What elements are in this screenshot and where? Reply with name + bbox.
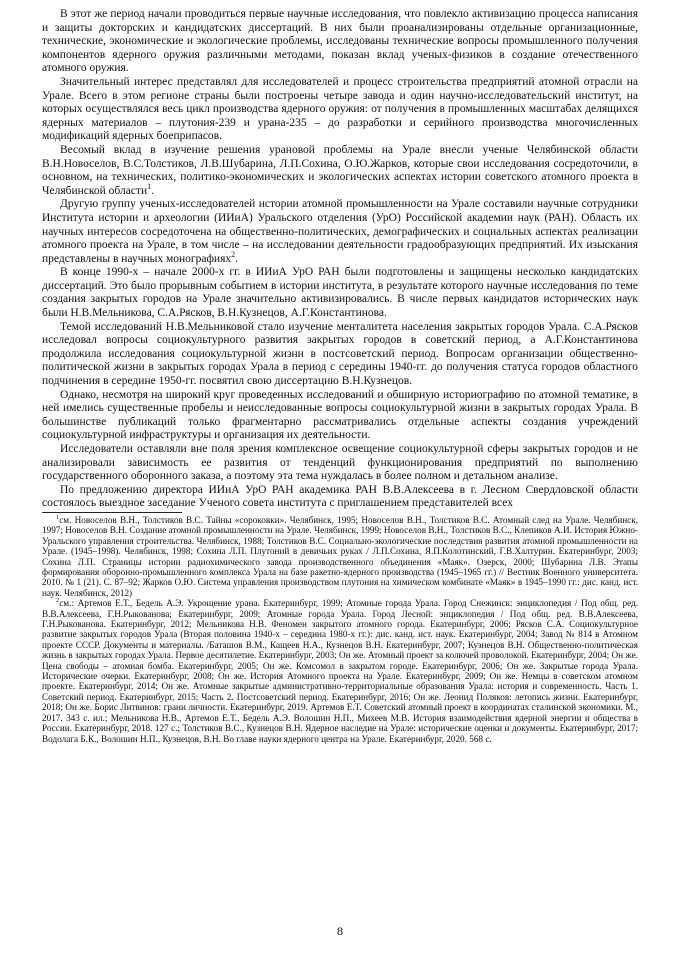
paragraph-6: Темой исследований Н.В.Мельниковой стало изучение менталитета населения закрытых городов Урала. С.А.Рясков исследовал вопросы социокультурного развития закрытых городов в советский период, а А.Г.Константинова продолжила исследования социокультурной жизни в постсоветский период. Вопросам организации общественно-политической жизни в закрытых городах Урала в период с середины 1940-гг. до получения статуса городов областного подчинения в середине 1950-гг. посвятил свою диссертацию В.Н.Кузнецов. (42, 320, 638, 388)
footnote-2-text: см.: Артемов Е.Т., Бедель А.Э. Укрощение урана. Екатеринбург, 1999; Атомные города Урала. Город Снежинск: энциклопедия / Под общ. ред. В.В.Алексеева, Г.Н.Рыковановa; Екатеринбург, 2009; Атомные города Урала. Город Лесной: энциклопедия / Под общ. ред. В.В.Алексеева, Г.Н.Рыкованова. Екатеринбург, 2012; Мельникова Н.В. Феномен закрытого атомного города. Екатеринбург, 2006; Рясков С.А. Социокультурное развитие закрытых городов Урала (Вторая половина 1940-х – середина 1980-х гг.): дис. канд. ист. наук. Екатеринбург, 2004; Завод № 814 в Атомном проекте СССР. Документы и материалы. /Баташов В.М., Кащеев Н.А., Кузнецов В.Н. Екатеринбург, 2007; Кузнецов В.Н. Общественно-политическая жизнь в закрытых городах Урала. Первое десятилетие. Екатеринбург, 2003; Он же. Атомный проект за колючей проволокой. Екатеринбург, 2004; Он же. Цена свободы – атомная бомба. Екатеринбург, 2005; Он же. Комсомол в закрытом городе. Екатеринбург, 2006; Он же. Закрытые города Урала. Исторические очерки. Екатеринбург, 2008; Он же. История Атомного проекта на Урале. Екатеринбург, 2009; Он же. Немцы в советском атомном проекте. Екатеринбург, 2014; Он же. Атомные закрытые административно-территориальные образования Урала: история и современность. Часть 1. Советский период. Екатеринбург, 2015; Часть 2. Постсоветский период. Екатеринбург, 2016; Он же. Леонид Поляков: летопись жизни. Екатеринбург, 2018; Он же. Борис Литвинов: грани личности. Екатеринбург, 2019. Артемов Е.Т. Советский атомный проект в координатах сталинской экономики. М., 2017. 343 с. ил.; Мельникова Н.В., Артемов Е.Т., Бедель А.Э. Волошин Н.П., Михеев М.В. История взаимодействия ядерной энергии и общества в России. Екатеринбург, 2018. 127 с.; Толстиков В.С., Кузнецов В.Н. Ядерное наследие на Урале: исторические оценки и документы. Екатеринбург, 2017; Водолага Б.К., Волошин Н.П., Кузнецов, В.Н. Во главе науки ядерного центра на Урале. Екатеринбург, 2020. 568 с. (42, 598, 638, 744)
footnote-mark-1: 1 (56, 513, 60, 521)
paragraph-1: В этот же период начали проводиться первые научные исследования, что повлекло активизацию процесса написания и защиты докторских и кандидатских диссертаций. В них были проанализированы отдельные организационные, технические, экономические и экологические проблемы, исследованы технические вопросы промышленного получения компонентов ядерного оружия различными методами, показан вклад ученых-физиков в создание отечественного атомного оружия. (42, 8, 638, 75)
paragraph-2: Значительный интерес представлял для исследователей и процесс строительства предприятий атомной отрасли на Урале. Всего в этом регионе страны были построены четыре завода и один научно-исследовательский институт, на которых осуществлялся весь цикл производства ядерного оружия: от получения в промышленных масштабах делящихся ядерных материалов – плутония-239 и урана-235 – до разработки и серийного производства многочисленных модификаций ядерных боеприпасов. (42, 75, 638, 143)
footnote-2 (42, 598, 638, 744)
paragraph-4: Другую группу ученых-исследователей истории атомной промышленности на Урале составили научные сотрудники Института истории и археологии (ИИиА) Уральского отделения (УрО) Российской академии наук (РАН). Область их научных интересов сосредоточена на общественно-политических, демографических и социальных аспектах реализации атомного проекта на Урале, в том числе – на исследовании деятельности градообразующих предприятий. Их изыскания представлены в научных монографиях$^2$. (42, 198, 638, 265)
paragraph-9: По предложению директора ИИиА УрО РАН академика РАН В.В.Алексеева в г. Лесном Свердловской области состоялось выездное заседание Ученого совета института с приглашением представителей всех (42, 483, 638, 510)
footnote-ref-2[interactable]: 2 (231, 249, 236, 259)
footnote-1 (42, 515, 638, 598)
footnote-1-text: см. Новоселов В.Н., Толстиков В.С. Тайны «сороковки». Челябинск, 1995; Новоселов В.Н., Толстиков В.С. Атомный след на Урале. Челябинск, 1997; Новоселов В.Н. Создание атомной промышленности на Урале. Челябинск, 1999; Новоселов В.Н., Толстиков В.С., Клепиков А.И. История Южно-Уральского управления строительства. Челябинск, 1988; Толстиков В.С. Социально-экологические последствия развития атомной промышленности на Урале. (1945–1998). Челябинск, 1998; Сохина Л.П. Плутоний в девичьих руках / Л.П.Сохина, Я.П.Колотинский, Г.В.Халтурин. Екатеринбург, 2003; Сохина Л.П. Страницы истории радиохимического завода производственного объединения «Маяк». Озерск, 2000; Шубарина Л.В. Этапы формирования оборонно-промышленного комплекса Урала на базе ракетно-ядерного производства (1945–1965 гг.) // Вестник Военного университета. 2010. № 1 (21). С. 87–92; Жарков О.Ю. Система управления производством плутония на химическом комбинате «Маяк» в 1945–1990 гг.: дис. канд. ист. наук. Челябинск, 2012) (42, 514, 638, 598)
paragraph-3: Весомый вклад в изучение решения урановой проблемы на Урале внесли ученые Челябинской области В.Н.Новоселов, В.С.Толстиков, Л.В.Шубарина, Л.П.Сохина, О.Ю.Жарков, которые свои исследования сосредоточили, в основном, на технических, политико-экономических и экологических аспектах истории советского атомного проекта в Челябинской области$^1$. (42, 143, 638, 197)
footnotes (42, 515, 638, 744)
paragraph-3-text: Весомый вклад в изучение решения урановой проблемы на Урале внесли ученые Челябинской области В.Н.Новоселов, В.С.Толстиков, Л.В.Шубарина, Л.П.Сохина, О.Ю.Жарков, которые свои исследования сосредоточили, в основном, на технических, политико-экономических и экологических аспектах истории советского атомного проекта в Челябинской области (42, 143, 638, 197)
paragraph-4-text: Другую группу ученых-исследователей истории атомной промышленности на Урале составили научные сотрудники Института истории и археологии (ИИиА) Уральского отделения (УрО) Российской академии наук (РАН). Область их научных интересов сосредоточена на общественно-политических, демографических и социальных аспектах реализации атомного проекта на Урале, в том числе – на исследовании деятельности градообразующих предприятий. Их изыскания представлены в научных монографиях (42, 198, 638, 265)
page-number: 8 (337, 924, 343, 938)
main-text (42, 8, 638, 511)
paragraph-8: Исследователи оставляли вне поля зрения комплексное освещение социокультурной сферы закрытых городов и не анализировали зависимость ее развития от тенденций функционирования предприятий по выполнению государственного оборонного заказа, а поэтому эта тема нуждалась в более полном и детальном анализе. (42, 443, 638, 483)
footnote-mark-2: 2 (56, 597, 60, 605)
footnote-divider (42, 512, 182, 513)
footnote-ref-1[interactable]: 1 (147, 181, 152, 191)
paragraph-7: Однако, несмотря на широкий круг проведенных исследований и обширную историографию по атомной тематике, в ней имелись существенные пробелы и неисследованные вопросы социокультурной жизни в закрытых городах Урала. В большинстве публикаций только фрагментарно рассматривались отдельные аспекты создания учреждений социокультурной инфраструктуры и организация их деятельности. (42, 388, 638, 442)
paragraph-5: В конце 1990-х – начале 2000-х гг. в ИИиА УрО РАН были подготовлены и защищены несколько кандидатских диссертаций. Это было прорывным событием в истории института, в результате которого научные исследования по теме создания закрытых городов на Урале значительно активизировались. В числе первых кандидатов исторических наук были Н.В.Мельникова, С.А.Рясков, В.Н.Кузнецов, А.Г.Константинова. (42, 266, 638, 320)
